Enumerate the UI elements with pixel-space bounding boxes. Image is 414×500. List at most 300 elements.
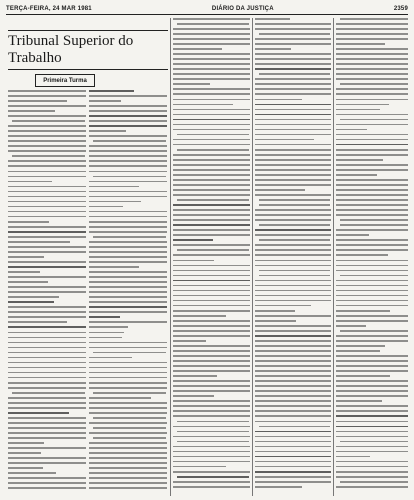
text-line [336,295,408,297]
text-line [255,124,331,126]
text-line [173,124,250,126]
text-line [8,105,86,107]
text-line [173,385,250,387]
text-line [173,33,250,35]
text-line [8,206,86,208]
text-line [89,186,139,188]
text-line [336,28,408,30]
text-line [255,421,331,423]
text-line [336,104,389,106]
text-line [8,291,86,293]
text-line [177,431,249,433]
text-line [89,487,167,489]
text-line [173,280,250,282]
text-line [93,417,166,419]
text-line [173,204,250,206]
text-line [255,290,331,292]
text-line [255,38,331,40]
text-line [255,254,331,256]
text-line [173,164,250,166]
text-line [336,48,408,50]
text-line [255,88,331,90]
text-line [336,426,408,428]
text-line [336,78,408,80]
text-line [336,355,408,357]
text-line [8,236,86,238]
text-line [255,159,331,161]
text-line [8,125,86,127]
text-line [89,120,167,122]
text-line [8,216,86,218]
text-line [89,90,134,92]
text-column-2 [173,18,250,496]
text-line [8,95,86,97]
text-line [336,345,385,347]
text-line [255,174,331,176]
text-line [89,191,167,193]
text-line [336,415,408,417]
text-line [89,155,167,157]
text-line [173,224,250,226]
text-line [8,160,86,162]
text-line [255,355,331,357]
text-line [336,139,408,141]
text-line [8,306,86,308]
text-line [173,28,250,30]
text-line [8,407,86,409]
text-line [8,382,86,384]
text-line [89,377,167,379]
text-line [336,63,408,65]
text-line [89,432,167,434]
text-line [255,149,331,151]
text-line [336,159,383,161]
text-line [173,365,250,367]
text-line [259,426,330,428]
text-line [89,221,167,223]
text-line [8,347,86,349]
header-page-number: 2359 [393,6,408,12]
text-line [255,446,331,448]
text-line [8,357,86,359]
text-line [8,467,43,469]
text-line [336,184,408,186]
text-line [255,214,331,216]
text-line [89,251,167,253]
text-line [336,395,408,397]
text-line [255,335,331,337]
text-line [173,88,250,90]
text-line [8,487,86,489]
text-line [8,437,86,439]
text-line [8,176,86,178]
text-line [173,109,250,111]
text-line [8,281,48,283]
text-line [336,179,408,181]
text-line [89,266,139,268]
text-line [336,375,390,377]
text-line [93,437,166,439]
text-line [255,330,331,332]
text-line [255,451,331,453]
text-line [89,462,167,464]
text-line [336,124,408,126]
text-line [255,370,331,372]
text-line [255,340,331,342]
text-line [89,402,167,404]
text-line [89,226,167,228]
text-line [336,421,408,423]
text-line [259,239,330,241]
text-line [173,471,250,473]
text-line [177,199,249,201]
text-line [8,362,86,364]
text-line [89,442,167,444]
text-line [8,337,86,339]
text-line [89,211,167,213]
text-line [173,18,250,20]
text-line [336,249,408,251]
text-line [173,78,250,80]
text-line [89,362,167,364]
text-line [8,145,86,147]
text-line [89,316,120,318]
text-line [89,271,167,273]
text-line [255,441,331,443]
text-line [8,422,86,424]
text-line [255,390,331,392]
text-line [8,296,59,298]
text-line [89,276,167,278]
text-line [255,436,331,438]
text-line [89,150,167,152]
text-column-1a [8,90,86,496]
text-line [89,196,167,198]
text-line [255,476,331,478]
text-line [8,447,86,449]
text-line [89,130,126,132]
text-line [173,53,250,55]
text-line [8,326,86,328]
text-line [336,144,408,146]
text-line [8,402,86,404]
text-line [336,400,382,402]
text-line [177,421,249,423]
text-line [255,315,331,317]
text-line [173,139,250,141]
text-line [89,165,167,167]
text-line [8,171,86,173]
text-line [89,342,167,344]
text-line [8,261,86,263]
text-line [173,290,250,292]
text-line [336,209,408,211]
text-line [177,476,249,478]
section-heading: Primeira Turma [35,74,95,87]
text-line [336,290,408,292]
text-line [89,286,167,288]
text-line [89,216,167,218]
text-line [8,186,86,188]
text-line [173,260,214,262]
text-line [173,244,250,246]
text-line [336,189,408,191]
text-line [255,28,331,30]
text-line [255,184,331,186]
text-line [173,254,250,256]
text-line [89,472,167,474]
text-line [8,271,40,273]
text-line [255,169,331,171]
text-line [173,169,250,171]
text-line [8,321,67,323]
text-line [173,119,250,121]
text-line [336,486,408,488]
text-line [8,372,86,374]
text-line [89,382,167,384]
text-line [89,105,167,107]
text-line [173,330,250,332]
text-line [259,270,330,272]
text-line [8,256,44,258]
text-line [89,321,167,323]
text-line [173,305,250,307]
text-line [336,310,390,312]
text-line [8,165,86,167]
text-line [336,174,377,176]
text-line [255,360,331,362]
text-line [173,310,250,312]
text-line [93,236,166,238]
text-line [340,18,408,20]
text-line [173,184,250,186]
text-line [255,365,331,367]
text-line [255,43,331,45]
text-line [336,380,408,382]
text-line [255,18,290,20]
text-line [8,352,86,354]
text-line [255,104,331,106]
text-line [173,400,250,402]
text-line [255,305,311,307]
text-line [255,350,331,352]
text-line [173,239,213,241]
text-line [173,99,250,101]
text-line [173,340,206,342]
text-line [89,160,167,162]
text-line [336,405,408,407]
text-line [173,43,250,45]
text-line [8,457,86,459]
text-line [255,310,295,312]
text-line [255,400,331,402]
text-line [173,179,250,181]
text-line [8,211,86,213]
text-line [89,261,167,263]
text-line [173,194,250,196]
text-line [89,100,121,102]
text-line [336,335,408,337]
text-line [255,325,331,327]
header-date: TERÇA-FEIRA, 24 MAR 1981 [6,6,92,12]
text-line [255,144,331,146]
text-line [89,110,167,112]
text-line [89,467,167,469]
text-line [336,68,408,70]
text-line [89,145,167,147]
text-line [8,301,54,303]
text-line [336,93,408,95]
text-line [336,446,408,448]
text-line [255,285,331,287]
text-line [173,446,250,448]
text-line [173,270,250,272]
text-line [89,256,167,258]
text-line [8,181,52,183]
text-line [255,385,331,387]
text-line [259,224,330,226]
text-line [8,332,86,334]
text-line [336,385,408,387]
text-line [8,90,86,92]
text-line [8,412,69,414]
text-line [8,221,49,223]
text-line [259,275,330,277]
text-line [173,83,210,85]
text-line [336,164,408,166]
text-line [8,231,86,233]
text-line [8,130,86,132]
text-line [336,234,369,236]
text-line [255,139,314,141]
text-line [8,316,86,318]
text-line [336,53,408,55]
text-column-4 [336,18,408,496]
text-line [255,320,296,322]
text-line [255,48,291,50]
text-line [89,206,123,208]
text-line [255,486,302,488]
text-line [93,140,166,142]
text-line [8,342,86,344]
text-line [336,239,408,241]
header-publication: DIÁRIO DA JUSTIÇA [211,6,274,12]
text-line [89,337,122,339]
text-line [255,109,331,111]
text-line [173,315,226,317]
text-line [93,427,166,429]
text-line [255,249,331,251]
text-line [340,119,408,121]
text-line [336,88,408,90]
text-line [173,68,250,70]
text-line [336,305,408,307]
text-line [255,415,331,417]
column-divider [252,18,253,496]
text-line [255,164,331,166]
text-line [255,179,331,181]
text-line [173,426,250,428]
text-line [8,276,86,278]
text-line [259,33,330,35]
text-line [173,229,250,231]
text-line [173,335,250,337]
text-line [173,63,250,65]
text-line [336,370,408,372]
text-line [255,119,331,121]
text-line [255,114,331,116]
text-line [8,100,67,102]
text-line [255,456,331,458]
text-line [89,347,167,349]
text-line [8,472,56,474]
text-line [8,266,86,268]
text-line [255,405,331,407]
text-line [255,189,305,191]
text-line [173,275,250,277]
text-line [173,209,250,211]
text-line [89,326,128,328]
text-line [336,390,408,392]
text-line [173,436,250,438]
text-line [173,219,250,221]
column-divider [170,18,171,496]
text-line [336,265,408,267]
text-line [173,345,250,347]
text-line [177,441,249,443]
text-line [173,405,250,407]
text-line [8,387,86,389]
text-line [8,241,70,243]
page-title: Tribunal Superior do Trabalho [8,33,134,66]
text-line [336,280,408,282]
text-line [89,181,167,183]
text-line [336,410,408,412]
text-line [255,300,331,302]
text-line [255,345,331,347]
text-line [336,244,408,246]
text-line [336,154,408,156]
text-line [255,58,331,60]
text-line [173,481,250,483]
text-line [173,154,250,156]
text-line [255,234,331,236]
text-line [255,260,331,262]
text-line [336,114,408,116]
text-line [336,109,380,111]
text-line [255,78,331,80]
text-line [8,251,86,253]
text-line [336,300,408,302]
text-line [336,254,388,256]
text-line [89,95,167,97]
text-line [336,315,408,317]
text-line [12,120,85,122]
text-line [173,295,250,297]
text-line [89,407,167,409]
text-line [89,246,167,248]
text-line [8,196,86,198]
text-line [89,171,167,173]
text-line [89,135,167,137]
text-line [8,150,86,152]
text-line [336,129,367,131]
text-line [173,325,250,327]
text-line [177,23,249,25]
text-line [89,457,167,459]
text-line [336,43,385,45]
text-line [336,38,408,40]
